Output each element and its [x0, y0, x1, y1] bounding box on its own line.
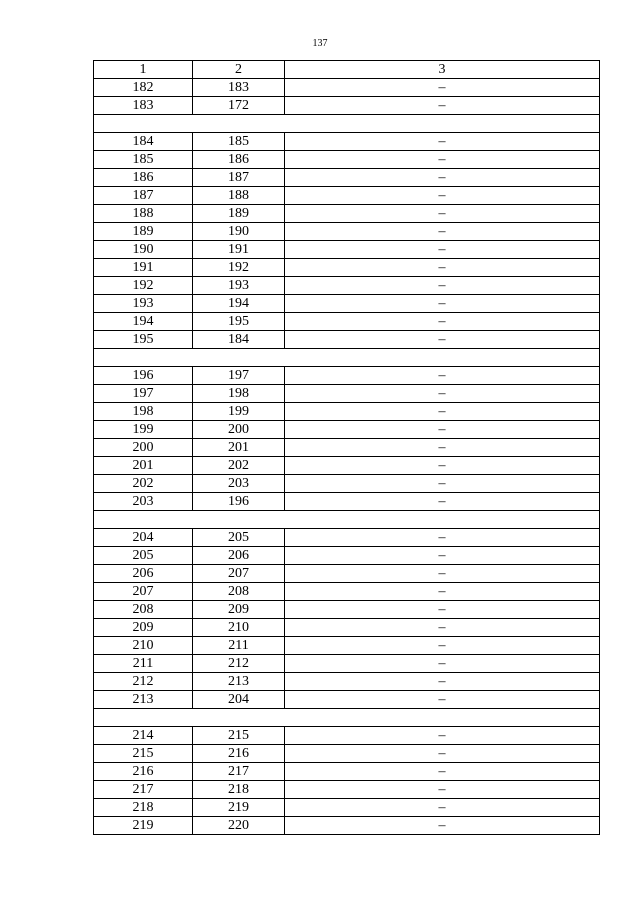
table-row [94, 745, 600, 763]
table-cell-col-2: 186 [193, 151, 285, 169]
table-cell-col-3: – [285, 223, 600, 241]
table-cell-col-3: – [285, 421, 600, 439]
table-row [94, 817, 600, 835]
data-table [93, 60, 600, 835]
table-cell-col-3: – [285, 403, 600, 421]
table-cell-col-1: 196 [94, 367, 193, 385]
table-cell-col-1: 183 [94, 97, 193, 115]
table-cell-col-2: 184 [193, 331, 285, 349]
table-row [94, 79, 600, 97]
table-cell-col-2: 219 [193, 799, 285, 817]
table-cell-col-2: 198 [193, 385, 285, 403]
table-cell-col-3: – [285, 385, 600, 403]
table-row [94, 565, 600, 583]
table-cell-col-3: – [285, 745, 600, 763]
table-row [94, 97, 600, 115]
table-cell-col-2: 190 [193, 223, 285, 241]
table-row [94, 727, 600, 745]
table-row [94, 205, 600, 223]
table-cell-col-3: – [285, 367, 600, 385]
table-row [94, 151, 600, 169]
table-row [94, 799, 600, 817]
table-row [94, 241, 600, 259]
table-cell-col-3: – [285, 619, 600, 637]
table-cell-col-2: 218 [193, 781, 285, 799]
table-cell-col-2: 216 [193, 745, 285, 763]
table-cell-col-2: 212 [193, 655, 285, 673]
table-row [94, 547, 600, 565]
table-row [94, 313, 600, 331]
table-row [94, 331, 600, 349]
table-cell-col-1: 197 [94, 385, 193, 403]
table-cell-col-2: 209 [193, 601, 285, 619]
table-cell-col-1: 218 [94, 799, 193, 817]
table-cell-col-2: 217 [193, 763, 285, 781]
group-separator-row [94, 709, 600, 727]
table-cell-col-1: 217 [94, 781, 193, 799]
table-cell-col-3: – [285, 169, 600, 187]
separator-cell [94, 349, 600, 367]
table-cell-col-3: – [285, 727, 600, 745]
table-cell-col-2: 183 [193, 79, 285, 97]
table-cell-col-2: 213 [193, 673, 285, 691]
table-cell-col-2: 200 [193, 421, 285, 439]
table-cell-col-3: – [285, 763, 600, 781]
table-row [94, 259, 600, 277]
table-cell-col-3: – [285, 637, 600, 655]
table-cell-col-2: 197 [193, 367, 285, 385]
table-cell-col-3: – [285, 277, 600, 295]
group-separator-row [94, 511, 600, 529]
table-cell-col-1: 208 [94, 601, 193, 619]
table-cell-col-2: 191 [193, 241, 285, 259]
table-cell-col-2: 202 [193, 457, 285, 475]
table-row [94, 475, 600, 493]
table-cell-col-2: 205 [193, 529, 285, 547]
table-cell-col-3: – [285, 655, 600, 673]
table-cell-col-2: 185 [193, 133, 285, 151]
table-cell-col-1: 202 [94, 475, 193, 493]
table-cell-col-2: 203 [193, 475, 285, 493]
table-row [94, 187, 600, 205]
table-cell-col-1: 193 [94, 295, 193, 313]
table-row [94, 295, 600, 313]
table-cell-col-3: – [285, 439, 600, 457]
table-cell-col-3: – [285, 799, 600, 817]
table-cell-col-2: 195 [193, 313, 285, 331]
table-cell-col-2: 206 [193, 547, 285, 565]
table-cell-col-1: 207 [94, 583, 193, 601]
table-cell-col-1: 205 [94, 547, 193, 565]
table-row [94, 493, 600, 511]
table-cell-col-3: – [285, 133, 600, 151]
table-cell-col-1: 182 [94, 79, 193, 97]
table-cell-col-3: – [285, 601, 600, 619]
table-cell-col-1: 184 [94, 133, 193, 151]
table-cell-col-3: – [285, 673, 600, 691]
table-cell-col-2: 220 [193, 817, 285, 835]
table-cell-col-1: 192 [94, 277, 193, 295]
table-cell-col-1: 204 [94, 529, 193, 547]
table-cell-col-1: 200 [94, 439, 193, 457]
table-row [94, 781, 600, 799]
table-cell-col-2: 194 [193, 295, 285, 313]
table-cell-col-1: 215 [94, 745, 193, 763]
table-cell-col-2: 204 [193, 691, 285, 709]
table-cell-col-1: 211 [94, 655, 193, 673]
table-cell-col-3: – [285, 493, 600, 511]
table-cell-col-1: 187 [94, 187, 193, 205]
header-cell-2: 2 [193, 61, 285, 79]
table-cell-col-3: – [285, 79, 600, 97]
table-cell-col-1: 190 [94, 241, 193, 259]
table-cell-col-2: 193 [193, 277, 285, 295]
table-cell-col-1: 213 [94, 691, 193, 709]
table-cell-col-1: 209 [94, 619, 193, 637]
table-cell-col-1: 195 [94, 331, 193, 349]
table-row [94, 223, 600, 241]
table-cell-col-2: 207 [193, 565, 285, 583]
table-row [94, 691, 600, 709]
table-row [94, 655, 600, 673]
table-cell-col-1: 198 [94, 403, 193, 421]
table-cell-col-2: 215 [193, 727, 285, 745]
table-cell-col-2: 208 [193, 583, 285, 601]
table-cell-col-3: – [285, 691, 600, 709]
table-row [94, 673, 600, 691]
table-cell-col-3: – [285, 457, 600, 475]
table-cell-col-2: 192 [193, 259, 285, 277]
table-row [94, 421, 600, 439]
table-cell-col-2: 201 [193, 439, 285, 457]
table-row [94, 133, 600, 151]
table-cell-col-1: 194 [94, 313, 193, 331]
table-cell-col-3: – [285, 781, 600, 799]
table-cell-col-3: – [285, 97, 600, 115]
table-cell-col-2: 189 [193, 205, 285, 223]
table-cell-col-1: 201 [94, 457, 193, 475]
table-cell-col-2: 199 [193, 403, 285, 421]
table-cell-col-1: 191 [94, 259, 193, 277]
table-cell-col-2: 187 [193, 169, 285, 187]
table-cell-col-1: 214 [94, 727, 193, 745]
table-cell-col-2: 210 [193, 619, 285, 637]
table-row [94, 277, 600, 295]
header-row [94, 61, 600, 79]
group-separator-row [94, 115, 600, 133]
table-row [94, 619, 600, 637]
table-cell-col-1: 185 [94, 151, 193, 169]
separator-cell [94, 709, 600, 727]
table-cell-col-2: 172 [193, 97, 285, 115]
table-cell-col-3: – [285, 331, 600, 349]
page-number: 137 [312, 38, 328, 49]
table-cell-col-2: 188 [193, 187, 285, 205]
table-cell-col-3: – [285, 241, 600, 259]
table-cell-col-2: 211 [193, 637, 285, 655]
table-cell-col-1: 203 [94, 493, 193, 511]
table-cell-col-1: 186 [94, 169, 193, 187]
table-cell-col-3: – [285, 151, 600, 169]
table-row [94, 583, 600, 601]
table-cell-col-3: – [285, 187, 600, 205]
header-cell-3: 3 [285, 61, 600, 79]
table-cell-col-3: – [285, 817, 600, 835]
table-cell-col-1: 206 [94, 565, 193, 583]
table-row [94, 457, 600, 475]
table-cell-col-3: – [285, 565, 600, 583]
header-cell-1: 1 [94, 61, 193, 79]
table-body [94, 61, 600, 835]
table-row [94, 403, 600, 421]
table-cell-col-1: 216 [94, 763, 193, 781]
table-row [94, 529, 600, 547]
table-cell-col-3: – [285, 205, 600, 223]
table-cell-col-3: – [285, 313, 600, 331]
table-row [94, 763, 600, 781]
table-cell-col-1: 219 [94, 817, 193, 835]
table-cell-col-1: 212 [94, 673, 193, 691]
group-separator-row [94, 349, 600, 367]
table-cell-col-3: – [285, 295, 600, 313]
table-row [94, 439, 600, 457]
table-cell-col-3: – [285, 583, 600, 601]
table-row [94, 169, 600, 187]
table-cell-col-2: 196 [193, 493, 285, 511]
table-cell-col-1: 188 [94, 205, 193, 223]
table-row [94, 637, 600, 655]
table-row [94, 385, 600, 403]
table-cell-col-1: 210 [94, 637, 193, 655]
table-cell-col-3: – [285, 259, 600, 277]
table-row [94, 601, 600, 619]
table-cell-col-1: 189 [94, 223, 193, 241]
table-cell-col-3: – [285, 475, 600, 493]
table-cell-col-3: – [285, 529, 600, 547]
separator-cell [94, 511, 600, 529]
table-cell-col-3: – [285, 547, 600, 565]
table-row [94, 367, 600, 385]
table-cell-col-1: 199 [94, 421, 193, 439]
separator-cell [94, 115, 600, 133]
